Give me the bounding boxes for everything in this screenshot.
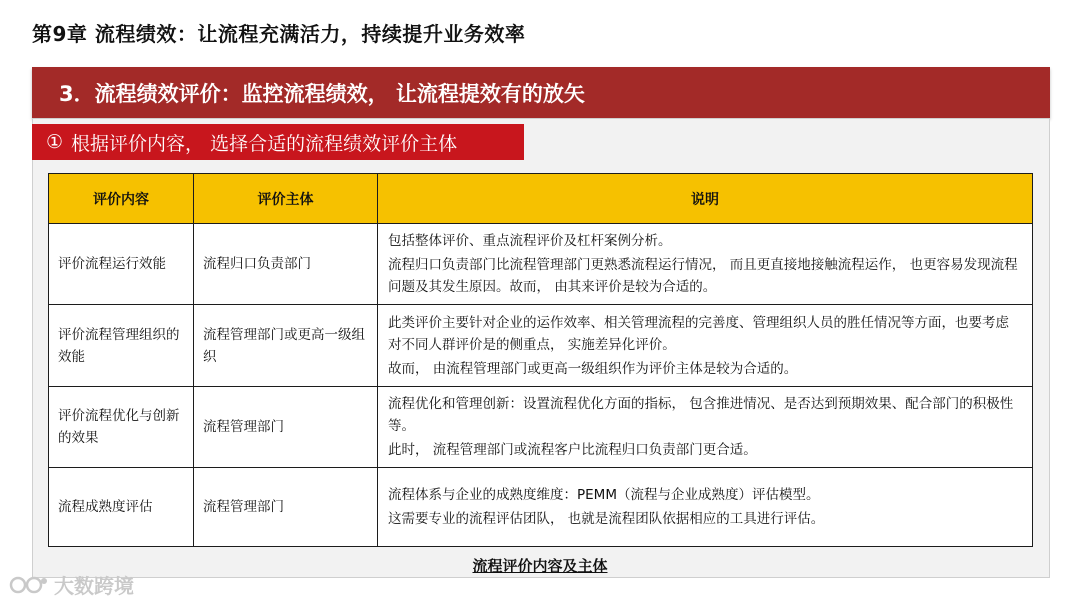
cell-notes <box>378 387 1033 468</box>
note-line: 流程体系与企业的成熟度维度：PEMM（流程与企业成熟度）评估模型。 <box>388 487 820 503</box>
cell-subject: 流程管理部门 <box>194 468 378 547</box>
evaluation-table <box>48 173 1033 547</box>
header-content: 评价内容 <box>49 174 194 224</box>
sub-banner <box>32 124 524 160</box>
sub-banner-number: ① <box>46 131 64 153</box>
table-row <box>49 387 1033 468</box>
section-banner <box>32 67 1050 118</box>
cell-notes <box>378 305 1033 387</box>
table-caption: 流程评价内容及主体 <box>472 557 608 575</box>
header-notes: 说明 <box>378 174 1033 224</box>
sub-banner-text: 根据评价内容， 选择合适的流程绩效评价主体 <box>71 132 458 155</box>
cell-subject: 流程归口负责部门 <box>194 224 378 305</box>
cell-content: 流程成熟度评估 <box>49 468 194 547</box>
note-line: 流程优化和管理创新：设置流程优化方面的指标， 包含推进情况、是否达到预期效果、配合部门的积极性等。 <box>388 396 1014 434</box>
cell-notes <box>378 468 1033 547</box>
note-line: 故而， 由流程管理部门或更高一级组织作为评价主体是较为合适的。 <box>388 360 798 377</box>
note-line: 流程归口负责部门比流程管理部门更熟悉流程运行情况， 而且更直接地接触流程运作， 也更容易发现流程问题及其发生原因。故而， 由其来评价是较为合适的。 <box>388 257 1018 295</box>
watermark <box>8 570 134 599</box>
cell-subject: 流程管理部门或更高一级组织 <box>194 305 378 387</box>
chapter-title: 第9章 流程绩效：让流程充满活力，持续提升业务效率 <box>32 22 526 46</box>
table-row <box>49 468 1033 547</box>
table-row <box>49 305 1033 387</box>
section-banner-text: 3．流程绩效评价：监控流程绩效， 让流程提效有的放矢 <box>59 81 585 106</box>
table-row <box>49 224 1033 305</box>
table-header-row <box>49 174 1033 224</box>
cell-content: 评价流程管理组织的效能 <box>49 305 194 387</box>
note-line: 这需要专业的流程评估团队， 也就是流程团队依据相应的工具进行评估。 <box>388 511 825 527</box>
watermark-text: 大数跨境 <box>54 574 134 598</box>
cell-subject: 流程管理部门 <box>194 387 378 468</box>
note-line: 此类评价主要针对企业的运作效率、相关管理流程的完善度、管理组织人员的胜任情况等方面，也要考虑对不同人群评价是的侧重点， 实施差异化评价。 <box>388 314 1009 353</box>
cell-content: 评价流程运行效能 <box>49 224 194 305</box>
cell-content: 评价流程优化与创新的效果 <box>49 387 194 468</box>
note-line: 此时， 流程管理部门或流程客户比流程归口负责部门更合适。 <box>388 442 757 458</box>
watermark-logo-icon <box>8 573 50 597</box>
header-subject: 评价主体 <box>194 174 378 224</box>
cell-notes <box>378 224 1033 305</box>
note-line: 包括整体评价、重点流程评价及杠杆案例分析。 <box>388 233 672 249</box>
